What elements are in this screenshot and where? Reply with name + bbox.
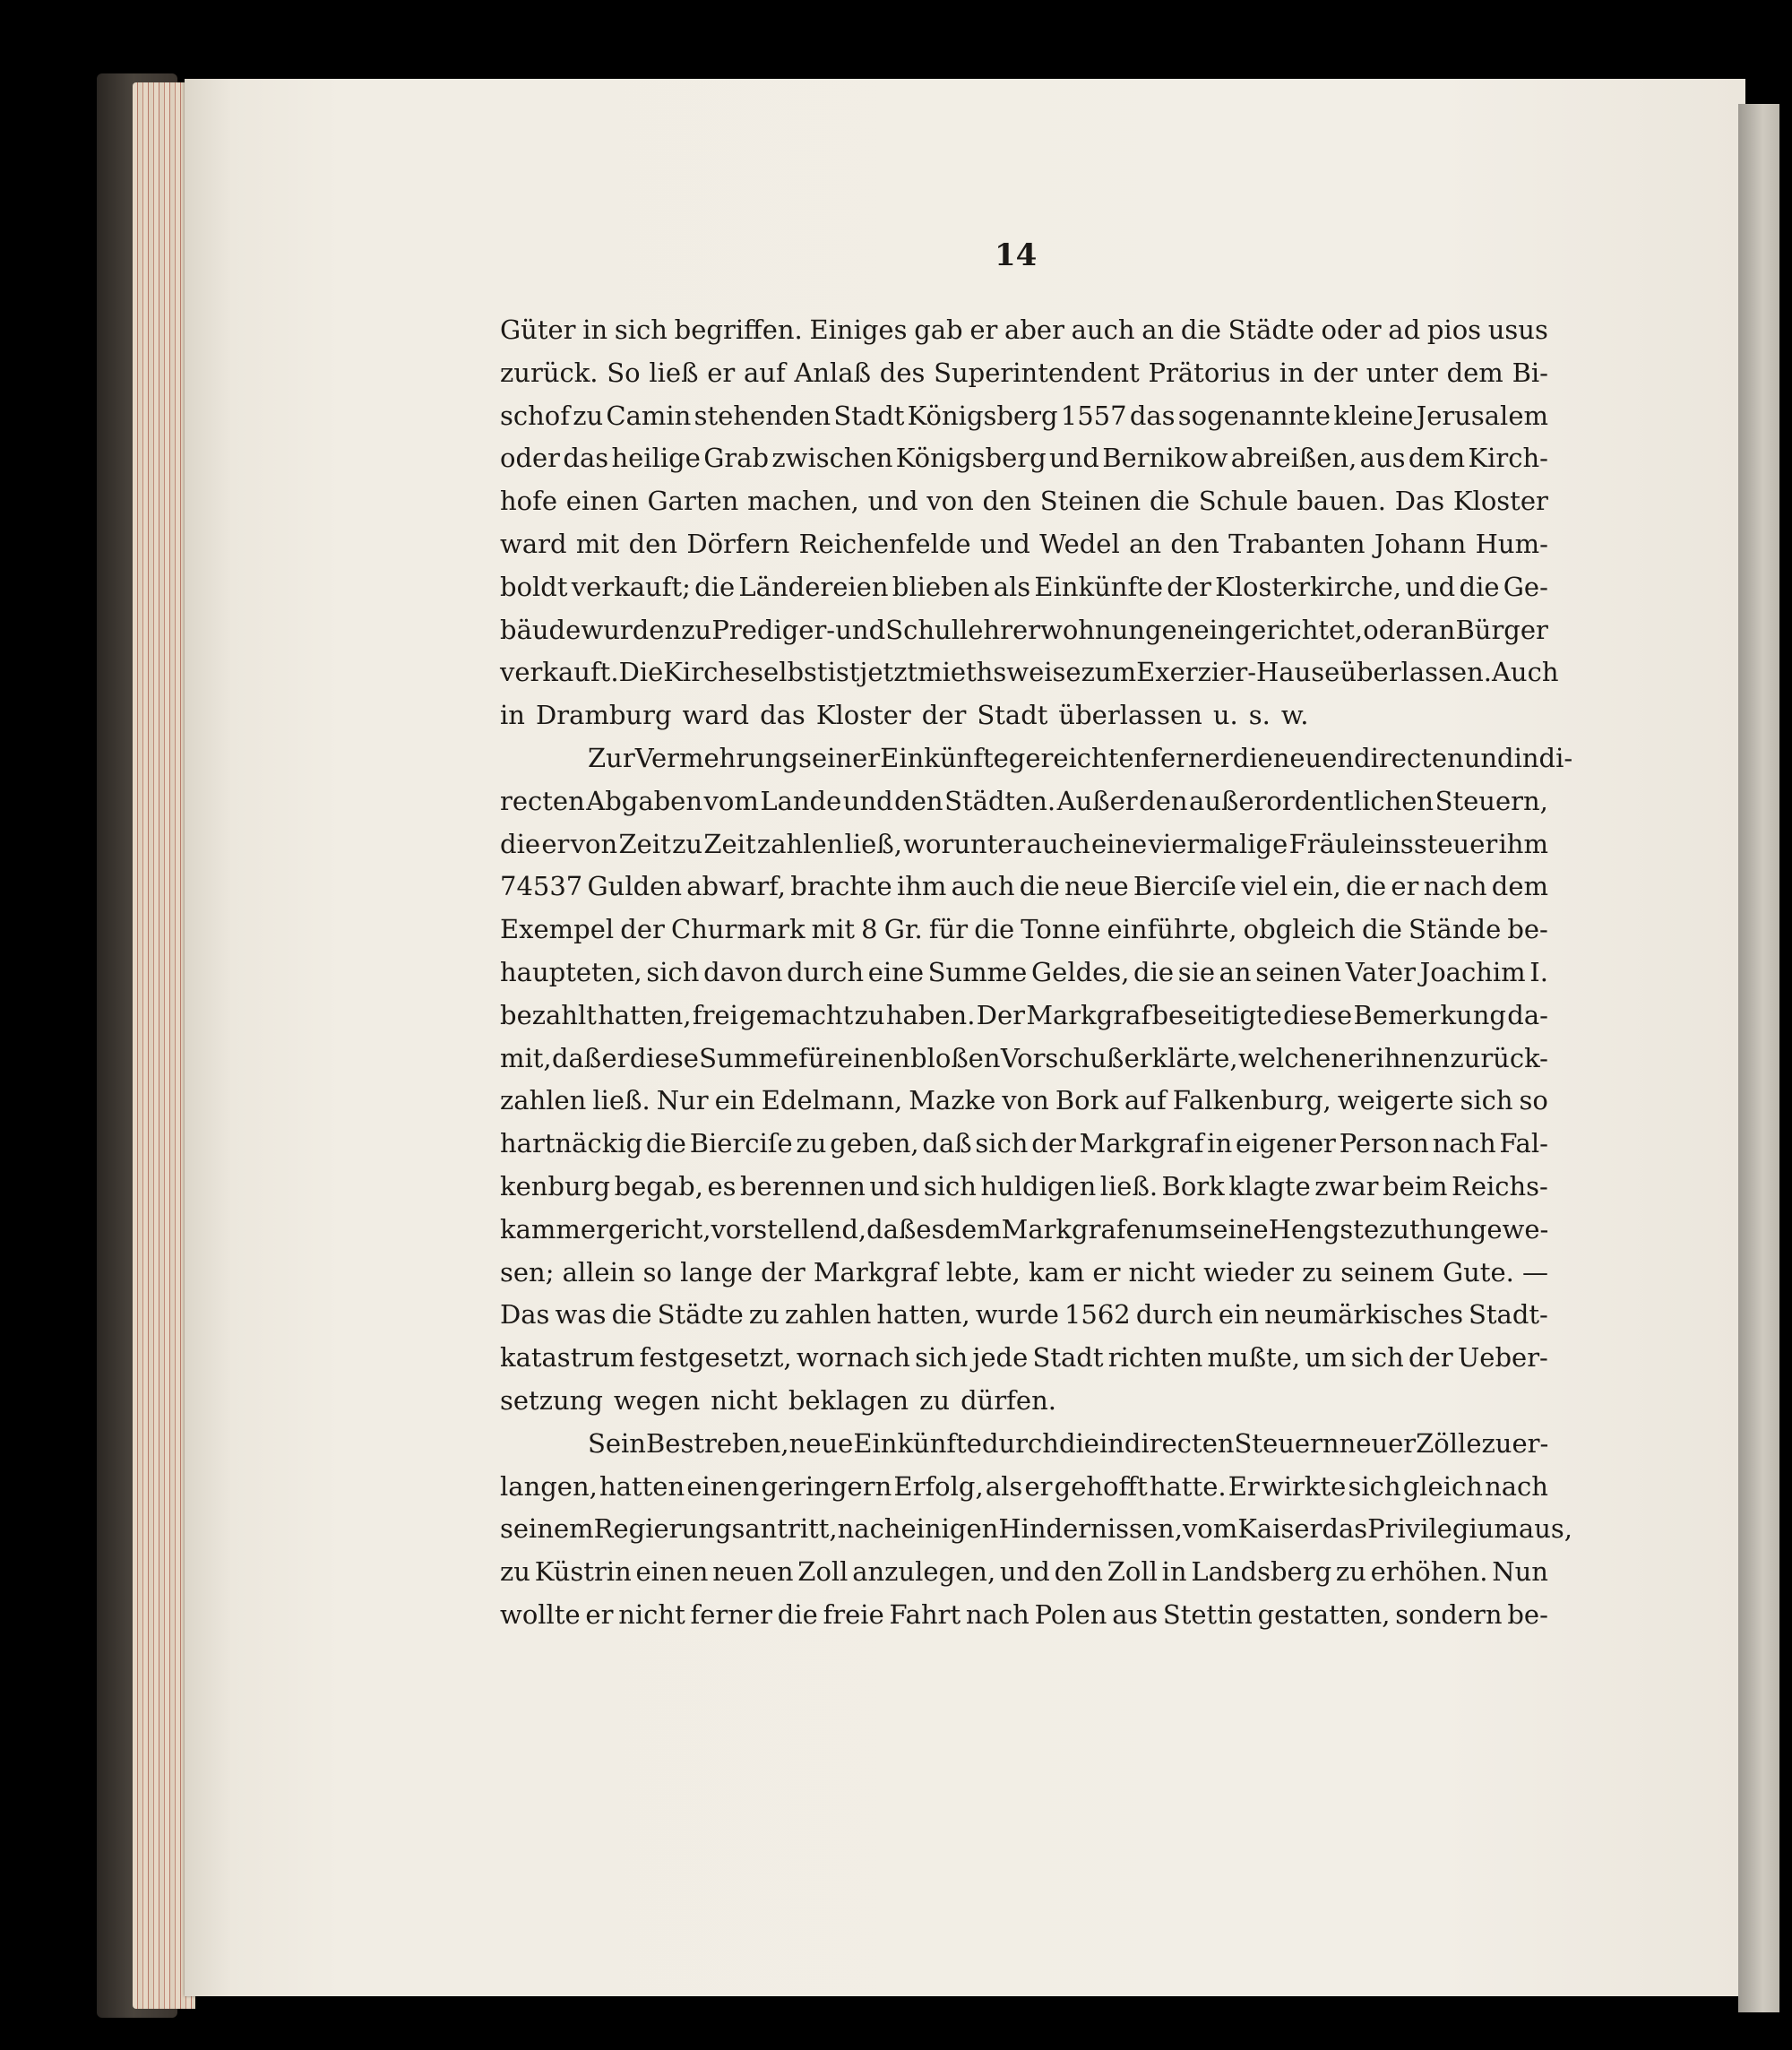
text-line: mit, daß er diese Summe für einen bloßen Vorschuß erklärte, welchen er ihnen zurück-: [500, 1042, 1548, 1073]
text-line: bäude wurden zu Prediger- und Schullehrerwohnungen eingerichtet, oder an Bürger: [500, 614, 1548, 645]
text-line: zahlen ließ. Nur ein Edelmann, Mazke von Bork auf Falkenburg, weigerte sich so: [500, 1085, 1548, 1116]
text-line: die er von Zeit zu Zeit zahlen ließ, worunter auch eine viermalige Fräuleinssteuer ihm: [500, 828, 1548, 859]
text-line: Das was die Städte zu zahlen hatten, wurde 1562 durch ein neumärkisches Stadt-: [500, 1299, 1548, 1331]
text-line: 74537 Gulden abwarf, brachte ihm auch die neue Bierciſe viel ein, die er nach dem: [500, 871, 1548, 902]
page-number: 14: [995, 237, 1038, 273]
text-line: haupteten, sich davon durch eine Summe Geldes, die sie an seinen Vater Joachim I.: [500, 956, 1548, 987]
text-line: verkauft. Die Kirche selbst ist jetzt miethsweise zum Exerzier-Hause überlassen. Auch: [500, 657, 1559, 688]
text-line: oder das heilige Grab zwischen Königsberg und Bernikow abreißen, aus dem Kirch-: [500, 443, 1548, 474]
text-line: setzung wegen nicht beklagen zu dürfen.: [500, 1384, 1056, 1416]
text-line: Exempel der Churmark mit 8 Gr. für die Tonne einführte, obgleich die Stände be-: [500, 914, 1548, 945]
text-line: wollte er nicht ferner die freie Fahrt nach Polen aus Stettin gestatten, sondern be-: [500, 1598, 1548, 1630]
text-line: Zur Vermehrung seiner Einkünfte gereichten ferner die neuen directen und indi-: [588, 742, 1573, 773]
text-line: seinem Regierungsantritt, nach einigen Hindernissen, vom Kaiser das Privilegium aus,: [500, 1513, 1572, 1545]
text-line: ward mit den Dörfern Reichenfelde und Wedel an den Trabanten Johann Hum-: [500, 528, 1548, 559]
text-line: hofe einen Garten machen, und von den Steinen die Schule bauen. Das Kloster: [500, 486, 1548, 517]
body-text: [500, 309, 1573, 1637]
text-line: Güter in sich begriffen. Einiges gab er aber auch an die Städte oder ad pios usus: [500, 314, 1548, 345]
next-page-edge: [1738, 104, 1779, 2012]
text-line: schof zu Camin stehenden Stadt Königsberg 1557 das sogenannte kleine Jerusalem: [500, 400, 1548, 431]
text-line: bezahlt hatten, frei gemacht zu haben. Der Markgraf beseitigte diese Bemerkung da-: [500, 999, 1548, 1030]
text-line: katastrum festgesetzt, wornach sich jede Stadt richten mußte, um sich der Ueber-: [500, 1342, 1548, 1374]
text-line: langen, hatten einen geringern Erfolg, als er gehofft hatte. Er wirkte sich gleich nach: [500, 1470, 1548, 1502]
text-line: kenburg begab, es berennen und sich huldigen ließ. Bork klagte zwar beim Reichs-: [500, 1170, 1548, 1202]
text-line: zu Küstrin einen neuen Zoll anzulegen, und den Zoll in Landsberg zu erhöhen. Nun: [500, 1556, 1548, 1588]
text-line: sen; allein so lange der Markgraf lebte, kam er nicht wieder zu seinem Gute. —: [500, 1256, 1548, 1288]
text-line: kammergericht, vorstellend, daß es dem Markgrafen um seine Hengste zu thun gewe-: [500, 1213, 1549, 1245]
text-line: zurück. So ließ er auf Anlaß des Superintendent Prätorius in der unter dem Bi-: [500, 357, 1548, 388]
text-line: hartnäckig die Bierciſe zu geben, daß sich der Markgraf in eigener Person nach Fal-: [500, 1128, 1548, 1159]
text-line: in Dramburg ward das Kloster der Stadt überlassen u. s. w.: [500, 700, 1309, 731]
text-line: recten Abgaben vom Lande und den Städten. Außer den außerordentlichen Steuern,: [500, 785, 1548, 816]
text-line: boldt verkauft; die Ländereien blieben als Einkünfte der Klosterkirche, und die Ge-: [500, 571, 1548, 602]
text-line: Sein Bestreben, neue Einkünfte durch die indirecten Steuern neuer Zölle zu er-: [588, 1427, 1549, 1459]
